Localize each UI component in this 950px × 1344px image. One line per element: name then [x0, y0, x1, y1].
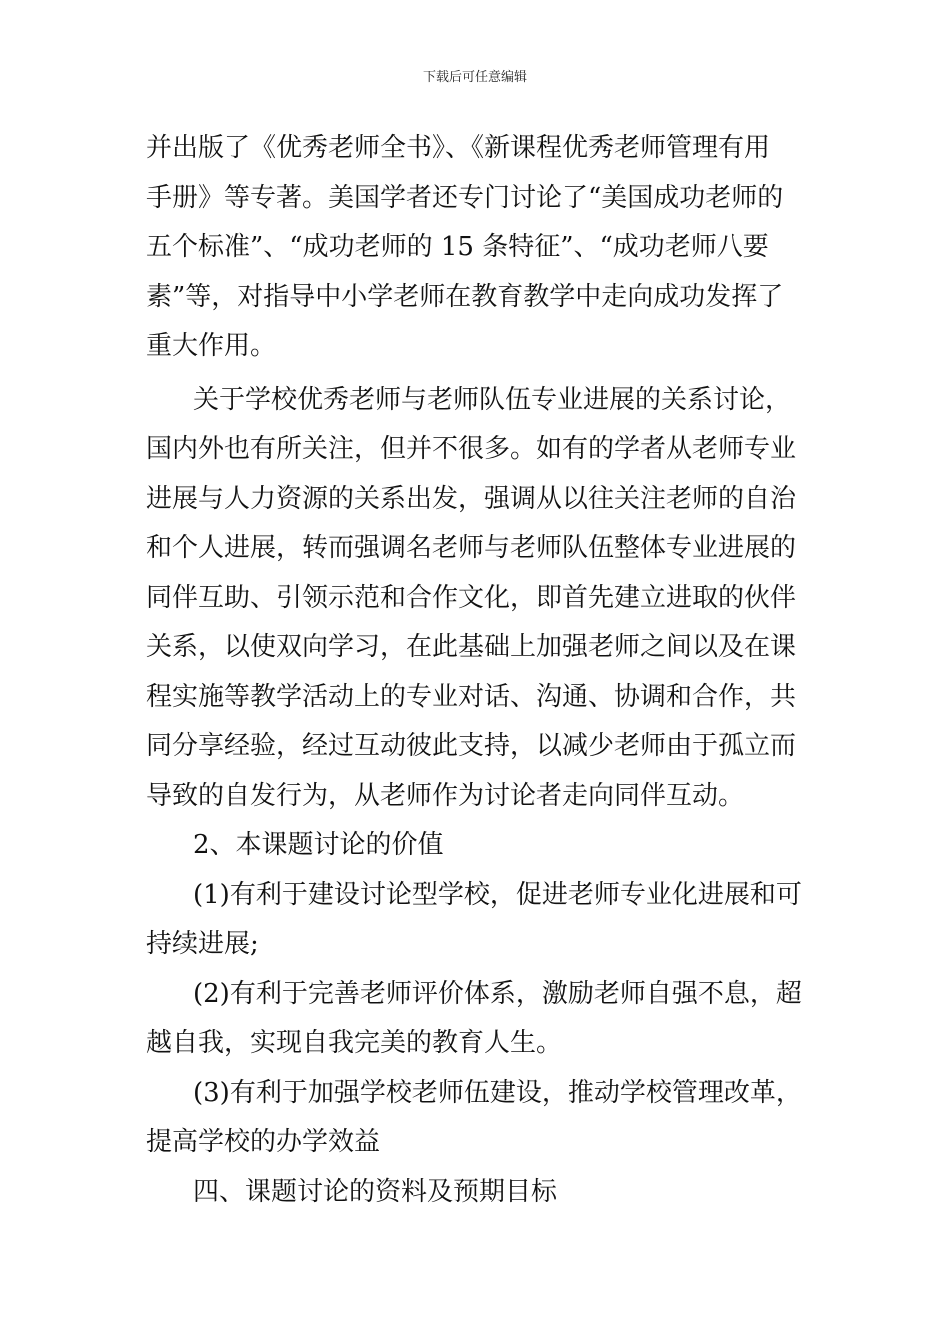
text-line: 国内外也有所关注，但并不很多。如有的学者从老师专业	[146, 434, 797, 464]
text-line: 同伴互助、引领示范和合作文化，即首先建立进取的伙伴	[146, 582, 797, 613]
text-line: 持续进展;	[146, 929, 259, 959]
section-heading: 四、课题讨论的资料及预期目标	[193, 1176, 558, 1207]
text-line: 同分享经验，经过互动彼此支持，以减少老师由于孤立而	[146, 731, 797, 761]
text-line: 进展与人力资源的关系出发，强调从以往关注老师的自治	[146, 483, 797, 514]
text-line: 素”等，对指导中小学老师在教育教学中走向成功发挥了	[146, 281, 784, 312]
text-line: 关系，以使双向学习，在此基础上加强老师之间以及在课	[146, 632, 797, 662]
text-line: 并出版了《优秀老师全书》、《新课程优秀老师管理有用	[146, 133, 771, 163]
text-line: 重大作用。	[146, 331, 277, 361]
text-line: 程实施等教学活动上的专业对话、沟通、协调和合作，共	[146, 681, 797, 712]
paragraph-start: 关于学校优秀老师与老师队伍专业进展的关系讨论，	[193, 384, 792, 415]
section-heading: 2、本课题讨论的价值	[193, 830, 444, 860]
list-item: (3)有利于加强学校老师伍建设，推动学校管理改革，	[193, 1077, 802, 1108]
text-line: 导致的自发行为，从老师作为讨论者走向同伴互动。	[146, 780, 745, 811]
list-item: (1)有利于建设讨论型学校，促进老师专业化进展和可	[193, 879, 802, 910]
text-line: 五个标准”、“成功老师的 15 条特征”、“成功老师八要	[146, 232, 769, 262]
text-line: 和个人进展，转而强调名老师与老师队伍整体专业进展的	[146, 533, 797, 563]
text-line: 手册》等专著。美国学者还专门讨论了“美国成功老师的	[146, 182, 784, 213]
text-line: 越自我，实现自我完美的教育人生。	[146, 1028, 563, 1058]
text-line: 提高学校的办学效益	[146, 1127, 381, 1157]
page-header-note: 下载后可任意编辑	[422, 70, 527, 85]
list-item: (2)有利于完善老师评价体系，激励老师自强不息，超	[193, 978, 802, 1009]
document-body	[146, 124, 808, 1217]
